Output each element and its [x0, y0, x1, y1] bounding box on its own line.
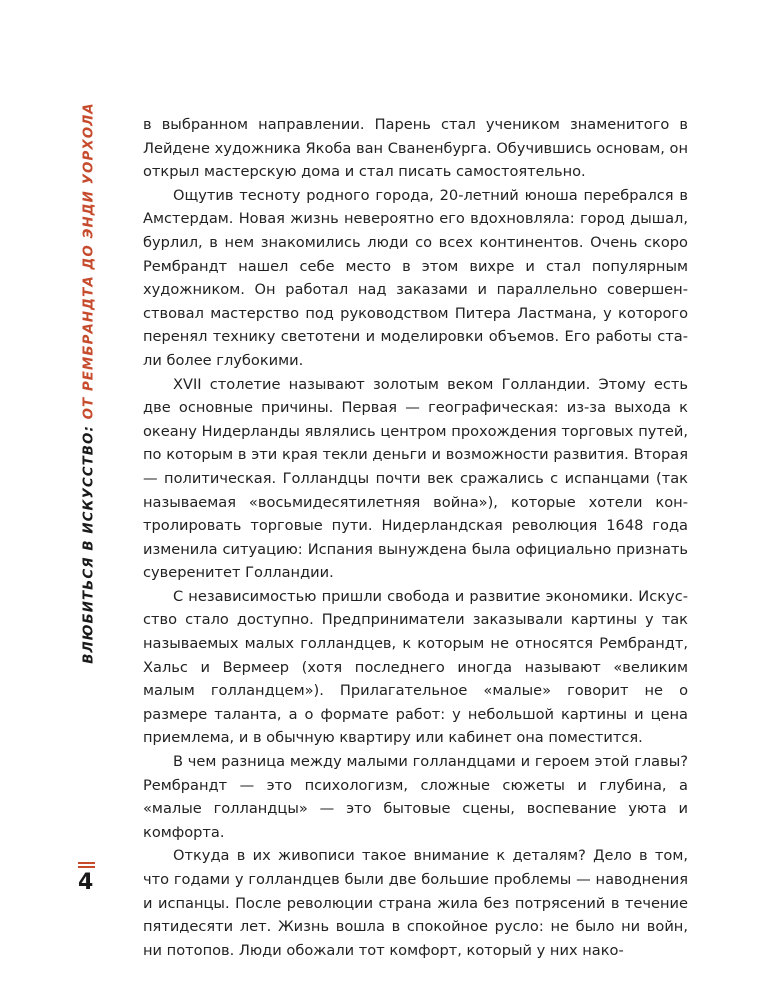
paragraph: Откуда в их живописи такое внимание к деталям? Дело в том, что годами у голландцев были две большие проблемы — наводнения и испанцы. После революции страна жила без потрясений в течение пятидесяти лет. Жизнь вошла в спокойное русло: не было ни войн, ни потопов. Люди обожали тот комфорт, который у них нако-	[143, 847, 688, 959]
running-head-text	[82, 102, 95, 663]
page-number-marker	[78, 862, 95, 870]
paragraph: С независимостью пришли свобода и развитие экономики. Искусство стало доступно. Предприниматели заказывали картины у так называемых малых голландцев, к которым не относятся Рембрандт, Хальс и Вермеер (хотя последнего иногда называют «великим малым голландцем»). Прилагательное «малые» говорит не о размере таланта, а о формате работ: у небольшой картины и цена приемлема, и в обычную квартиру или кабинет она поместится.	[143, 587, 688, 747]
running-head	[77, 102, 101, 664]
body-text	[143, 113, 688, 962]
paragraph: В чем разница между малыми голландцами и героем этой главы? Рембрандт — это психологизм, сложные сюжеты и глубина, а «малые голландцы» — это бытовые сцены, воспевание уюта и комфорта.	[143, 753, 688, 841]
book-subtitle: ОТ РЕМБРАНДТА ДО ЭНДИ УОРХОЛА	[81, 102, 97, 420]
paragraph: в выбранном направлении. Парень стал учеником знаменитого в Лейдене художника Якоба ван Сваненбурга. Обучившись основам, он открыл мастерскую дома и стал писать самостоятельно.	[143, 116, 688, 181]
paragraph: Ощутив тесноту родного города, 20-летний юноша перебрался в Амстердам. Новая жизнь невероятно его вдохновляла: город дышал, бурлил, в нем знакомились люди со всех континентов. Очень скоро Рембрандт нашел себе место в этом вихре и стал популярным художником. Он работал над заказами и параллельно совершенствовал мастерство под руководством Питера Ластмана, у которого перенял технику светотени и моделировки объемов. Его работы стали более глубокими.	[143, 186, 688, 369]
paragraph: XVII столетие называют золотым веком Голландии. Этому есть две основные причины. Первая — географическая: из-за выхода к океану Нидерланды являлись центром прохождения торговых путей, по которым в эти края текли деньги и возможности развития. Вторая — политическая. Голландцы почти век сражались с испанцами (так называемая «восьмидесятилетняя война»), которые хотели контролировать торговые пути. Нидерландская революция 1648 года изменила ситуацию: Испания вынуждена была официально признать суверенитет Голландии.	[143, 375, 688, 582]
book-title: ВЛЮБИТЬСЯ В ИСКУССТВО:	[81, 419, 97, 664]
page-number: 4	[78, 870, 94, 895]
